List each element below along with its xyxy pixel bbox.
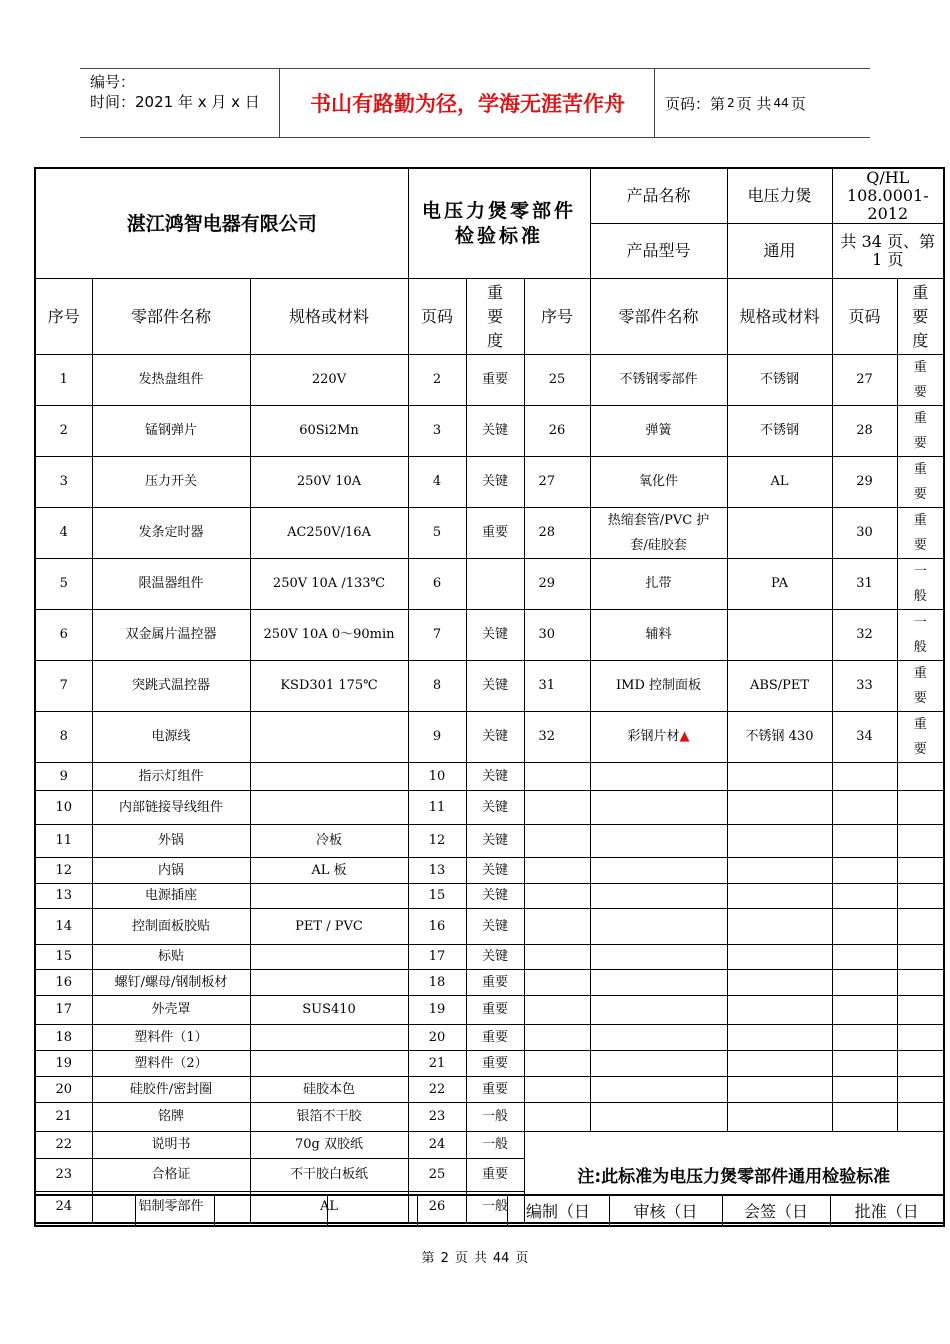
table-cell (590, 909, 727, 945)
date-text: 时间：2021 年 x 月 x 日 (90, 93, 260, 111)
table-cell (832, 970, 897, 996)
cell-page: 17 (408, 945, 466, 970)
cell-spec: 250V 10A 0～90min (250, 610, 408, 661)
cell-spec: 70g 双胶纸 (250, 1132, 408, 1159)
table-row (35, 909, 944, 945)
standard-note: 注:此标准为电压力煲零部件通用检验标准 (524, 1132, 944, 1223)
cell-page: 25 (408, 1159, 466, 1192)
cell-spec: 不锈钢 (727, 355, 832, 406)
cell-spec: PET / PVC (250, 909, 408, 945)
table-cell (727, 1077, 832, 1103)
table-cell (897, 763, 944, 791)
cell-page: 31 (832, 559, 897, 610)
col-seq: 序号 (35, 279, 92, 355)
cell-imp: 重要 (466, 1051, 524, 1077)
table-cell (727, 884, 832, 909)
cell-imp: 一般 (466, 1103, 524, 1132)
table-cell (524, 858, 590, 884)
cell-page: 9 (408, 712, 466, 763)
col-name: 零部件名称 (92, 279, 250, 355)
cell-page: 23 (408, 1103, 466, 1132)
cell-imp: 关键 (466, 457, 524, 508)
col-page-right: 页码 (832, 279, 897, 355)
cell-spec (250, 791, 408, 825)
cell-seq: 3 (35, 457, 92, 508)
cell-name: 螺钉/螺母/钢制板材 (92, 970, 250, 996)
cell-seq: 22 (35, 1132, 92, 1159)
cell-imp: 关键 (466, 945, 524, 970)
cell-imp: 重要 (466, 355, 524, 406)
table-cell: 彩钢片材▲ (590, 712, 727, 763)
cell-spec: 250V 10A (250, 457, 408, 508)
table-cell (590, 996, 727, 1025)
table-row (35, 996, 944, 1025)
table-cell (832, 791, 897, 825)
table-cell (590, 1025, 727, 1051)
code-label: 编号： (90, 73, 136, 91)
cell-spec: 250V 10A /133℃ (250, 559, 408, 610)
cell-seq: 23 (35, 1159, 92, 1192)
table-cell (524, 1077, 590, 1103)
table-row (35, 791, 944, 825)
standard-number: Q/HL 108.0001-2012 (832, 168, 944, 224)
cell-seq: 18 (35, 1025, 92, 1051)
table-cell (590, 858, 727, 884)
approve-label: 批准（日 (830, 1195, 944, 1226)
cell-seq: 1 (35, 355, 92, 406)
cell-seq: 31 (524, 661, 590, 712)
cell-seq: 6 (35, 610, 92, 661)
cell-page: 4 (408, 457, 466, 508)
cell-spec (250, 945, 408, 970)
table-cell (832, 1051, 897, 1077)
cell-imp: 重要 (466, 1159, 524, 1192)
cell-name: 合格证 (92, 1159, 250, 1192)
cell-spec: 硅胶本色 (250, 1077, 408, 1103)
cell-name: 突跳式温控器 (92, 661, 250, 712)
standard-title: 电压力煲零部件 检验标准 (408, 168, 590, 279)
cell-seq: 8 (35, 712, 92, 763)
table-cell (897, 884, 944, 909)
table-cell (832, 909, 897, 945)
col-importance: 重要度 (466, 279, 524, 355)
table-cell (524, 970, 590, 996)
cell-page: 3 (408, 406, 466, 457)
table-cell: 一 般 (897, 559, 944, 610)
col-seq-right: 序号 (524, 279, 590, 355)
cell-seq: 29 (524, 559, 590, 610)
table-cell (590, 1051, 727, 1077)
cell-imp: 关键 (466, 661, 524, 712)
col-importance-right: 重 要 度 (897, 279, 944, 355)
product-model-label: 产品型号 (590, 224, 727, 279)
cell-page: 19 (408, 996, 466, 1025)
cell-imp: 关键 (466, 884, 524, 909)
table-cell (832, 825, 897, 858)
col-spec-right: 规格或材料 (727, 279, 832, 355)
cell-seq: 28 (524, 508, 590, 559)
table-row (35, 763, 944, 791)
table-cell (524, 996, 590, 1025)
cell-name: 弹簧 (590, 406, 727, 457)
cell-seq: 15 (35, 945, 92, 970)
table-cell (897, 1025, 944, 1051)
cell-imp: 一般 (466, 1132, 524, 1159)
cell-page: 18 (408, 970, 466, 996)
cell-page: 26 (408, 1192, 466, 1223)
cell-name: 锰钢弹片 (92, 406, 250, 457)
cell-name: 塑料件（2） (92, 1051, 250, 1077)
cell-imp: 重要 (466, 508, 524, 559)
table-cell (897, 1051, 944, 1077)
table-cell: 重 要 (897, 661, 944, 712)
table-row (35, 945, 944, 970)
table-cell (897, 825, 944, 858)
cell-seq: 5 (35, 559, 92, 610)
signature-cell (35, 1195, 135, 1226)
signature-cell (327, 1195, 417, 1226)
cell-page: 8 (408, 661, 466, 712)
cell-imp: 重要 (466, 970, 524, 996)
table-row (35, 610, 944, 661)
cell-page: 13 (408, 858, 466, 884)
table-row (35, 1051, 944, 1077)
table-cell (897, 1077, 944, 1103)
cell-imp: 关键 (466, 858, 524, 884)
table-row (35, 661, 944, 712)
table-cell: 热缩套管/PVC 护 套/硅胶套 (590, 508, 727, 559)
cell-name: 辅料 (590, 610, 727, 661)
product-model-value: 通用 (727, 224, 832, 279)
table-row (35, 508, 944, 559)
table-cell (524, 884, 590, 909)
signature-cell (135, 1195, 214, 1226)
cell-seq: 25 (524, 355, 590, 406)
table-row (35, 355, 944, 406)
cell-seq: 14 (35, 909, 92, 945)
cell-name: 电源线 (92, 712, 250, 763)
cell-spec: 冷板 (250, 825, 408, 858)
cell-page: 2 (408, 355, 466, 406)
table-cell (832, 996, 897, 1025)
cell-name: 铭牌 (92, 1103, 250, 1132)
motto: 书山有路勤为径，学海无涯苦作舟 (281, 69, 655, 137)
cell-seq: 32 (524, 712, 590, 763)
table-row (35, 1103, 944, 1132)
table-row (35, 457, 944, 508)
cell-name: 内部链接导线组件 (92, 791, 250, 825)
table-cell (727, 858, 832, 884)
cell-page: 28 (832, 406, 897, 457)
warning-triangle-icon: ▲ (679, 729, 690, 744)
cell-name: 发热盘组件 (92, 355, 250, 406)
parts-table (34, 167, 945, 1224)
cell-spec: 220V (250, 355, 408, 406)
table-cell (832, 884, 897, 909)
cell-page: 7 (408, 610, 466, 661)
table-cell: 重 要 (897, 406, 944, 457)
cell-seq: 16 (35, 970, 92, 996)
cell-spec (250, 970, 408, 996)
table-cell (590, 884, 727, 909)
cell-spec: 不锈钢 430 (727, 712, 832, 763)
cell-spec (250, 763, 408, 791)
cell-spec: AL (727, 457, 832, 508)
table-cell (897, 858, 944, 884)
table-cell (524, 791, 590, 825)
signature-cell (214, 1195, 327, 1226)
header-info (80, 69, 280, 137)
cell-page: 30 (832, 508, 897, 559)
page-header (80, 68, 870, 138)
table-cell: 重 要 (897, 508, 944, 559)
compile-label: 编制（日 (507, 1195, 609, 1226)
cell-seq: 12 (35, 858, 92, 884)
cell-name: 限温器组件 (92, 559, 250, 610)
review-label: 审核（日 (609, 1195, 722, 1226)
cell-seq: 21 (35, 1103, 92, 1132)
cell-seq: 9 (35, 763, 92, 791)
cell-spec: 60Si2Mn (250, 406, 408, 457)
col-name-right: 零部件名称 (590, 279, 727, 355)
table-cell (832, 945, 897, 970)
cell-page: 10 (408, 763, 466, 791)
cell-page: 22 (408, 1077, 466, 1103)
cell-name: 硅胶件/密封圈 (92, 1077, 250, 1103)
table-cell (590, 1103, 727, 1132)
table-cell (590, 763, 727, 791)
cell-page: 29 (832, 457, 897, 508)
company-name: 湛江鸿智电器有限公司 (35, 168, 408, 279)
table-cell (832, 763, 897, 791)
cell-seq: 11 (35, 825, 92, 858)
cell-spec (250, 712, 408, 763)
cell-spec: PA (727, 559, 832, 610)
col-page: 页码 (408, 279, 466, 355)
table-row (35, 858, 944, 884)
col-spec: 规格或材料 (250, 279, 408, 355)
table-cell (897, 970, 944, 996)
signature-cell (417, 1195, 507, 1226)
cell-page: 32 (832, 610, 897, 661)
cell-seq: 7 (35, 661, 92, 712)
cell-page: 12 (408, 825, 466, 858)
table-cell (832, 1025, 897, 1051)
cell-page: 15 (408, 884, 466, 909)
table-cell (727, 1025, 832, 1051)
cell-spec: 不干胶白板纸 (250, 1159, 408, 1192)
table-cell (524, 763, 590, 791)
cell-name: 指示灯组件 (92, 763, 250, 791)
table-row (35, 1132, 944, 1159)
table-cell: 重 要 (897, 457, 944, 508)
cell-imp: 关键 (466, 712, 524, 763)
cell-seq: 4 (35, 508, 92, 559)
table-row (35, 1025, 944, 1051)
cell-name: 外锅 (92, 825, 250, 858)
cell-seq: 26 (524, 406, 590, 457)
cell-page: 20 (408, 1025, 466, 1051)
table-cell: 一 般 (897, 610, 944, 661)
cell-name: 发条定时器 (92, 508, 250, 559)
table-row (35, 559, 944, 610)
table-cell (524, 1103, 590, 1132)
cell-page: 5 (408, 508, 466, 559)
cell-page: 34 (832, 712, 897, 763)
cell-imp (466, 559, 524, 610)
cell-name: 塑料件（1） (92, 1025, 250, 1051)
table-cell (590, 970, 727, 996)
document-page-info: 共 34 页、第 1 页 (832, 224, 944, 279)
cell-name: IMD 控制面板 (590, 661, 727, 712)
cell-seq: 24 (35, 1192, 92, 1223)
cell-page: 6 (408, 559, 466, 610)
table-cell (524, 1051, 590, 1077)
cell-page: 16 (408, 909, 466, 945)
cell-name: 内锅 (92, 858, 250, 884)
cell-imp: 重要 (466, 1077, 524, 1103)
table-row (35, 1077, 944, 1103)
cell-imp: 重要 (466, 1025, 524, 1051)
cell-name: 压力开关 (92, 457, 250, 508)
table-cell (727, 970, 832, 996)
table-cell (590, 791, 727, 825)
cell-name: 标贴 (92, 945, 250, 970)
table-cell (590, 1077, 727, 1103)
cell-seq: 27 (524, 457, 590, 508)
table-cell (897, 945, 944, 970)
table-cell (897, 996, 944, 1025)
cell-name: 铝制零部件 (92, 1192, 250, 1223)
cell-imp: 关键 (466, 610, 524, 661)
cell-imp: 关键 (466, 406, 524, 457)
cell-spec (727, 508, 832, 559)
table-cell (832, 858, 897, 884)
table-cell: 重 要 (897, 712, 944, 763)
table-cell (727, 1051, 832, 1077)
table-cell (727, 1103, 832, 1132)
table-row (35, 712, 944, 763)
cell-seq: 17 (35, 996, 92, 1025)
table-cell (590, 945, 727, 970)
cell-page: 21 (408, 1051, 466, 1077)
table-row (35, 406, 944, 457)
table-cell (524, 1025, 590, 1051)
table-cell (832, 1077, 897, 1103)
cell-name: 扎带 (590, 559, 727, 610)
cell-seq: 10 (35, 791, 92, 825)
cell-name: 说明书 (92, 1132, 250, 1159)
cell-imp: 重要 (466, 996, 524, 1025)
page-footer: 第 2 页 共 44 页 (421, 1251, 529, 1266)
table-cell (727, 763, 832, 791)
countersign-label: 会签（日 (722, 1195, 830, 1226)
cell-spec (250, 884, 408, 909)
cell-imp: 一般 (466, 1192, 524, 1223)
column-header-row (35, 279, 944, 355)
table-cell (897, 791, 944, 825)
table-cell (524, 909, 590, 945)
table-cell (897, 909, 944, 945)
cell-spec (250, 1051, 408, 1077)
table-row (35, 970, 944, 996)
cell-spec: ABS/PET (727, 661, 832, 712)
cell-spec: 不锈钢 (727, 406, 832, 457)
cell-spec: 银箔不干胶 (250, 1103, 408, 1132)
cell-imp: 关键 (466, 909, 524, 945)
cell-name: 控制面板胶贴 (92, 909, 250, 945)
cell-seq: 30 (524, 610, 590, 661)
product-name-value: 电压力煲 (727, 168, 832, 224)
cell-page: 11 (408, 791, 466, 825)
product-name-label: 产品名称 (590, 168, 727, 224)
table-cell (524, 945, 590, 970)
cell-name: 不锈钢零部件 (590, 355, 727, 406)
table-row (35, 884, 944, 909)
cell-name: 电源插座 (92, 884, 250, 909)
table-row (35, 825, 944, 858)
table-cell (832, 1103, 897, 1132)
header-page-info: 页码：第 2 页 共 44 页 (665, 94, 806, 113)
table-cell: 重 要 (897, 355, 944, 406)
table-cell (524, 825, 590, 858)
cell-page: 24 (408, 1132, 466, 1159)
cell-seq: 19 (35, 1051, 92, 1077)
table-cell (727, 791, 832, 825)
cell-spec: AC250V/16A (250, 508, 408, 559)
cell-spec: AL 板 (250, 858, 408, 884)
table-cell (727, 909, 832, 945)
cell-seq: 2 (35, 406, 92, 457)
cell-name: 外壳罩 (92, 996, 250, 1025)
table-cell (897, 1103, 944, 1132)
cell-page: 33 (832, 661, 897, 712)
cell-spec: AL (250, 1192, 408, 1223)
table-cell (727, 825, 832, 858)
cell-imp: 关键 (466, 791, 524, 825)
table-cell (727, 945, 832, 970)
cell-spec (250, 1025, 408, 1051)
cell-spec: SUS410 (250, 996, 408, 1025)
table-cell (590, 825, 727, 858)
cell-name: 氧化件 (590, 457, 727, 508)
cell-name: 双金属片温控器 (92, 610, 250, 661)
cell-spec (727, 610, 832, 661)
cell-seq: 13 (35, 884, 92, 909)
cell-page: 27 (832, 355, 897, 406)
signature-row (34, 1194, 945, 1227)
cell-imp: 关键 (466, 763, 524, 791)
cell-seq: 20 (35, 1077, 92, 1103)
cell-imp: 关键 (466, 825, 524, 858)
table-cell (727, 996, 832, 1025)
cell-spec: KSD301 175℃ (250, 661, 408, 712)
